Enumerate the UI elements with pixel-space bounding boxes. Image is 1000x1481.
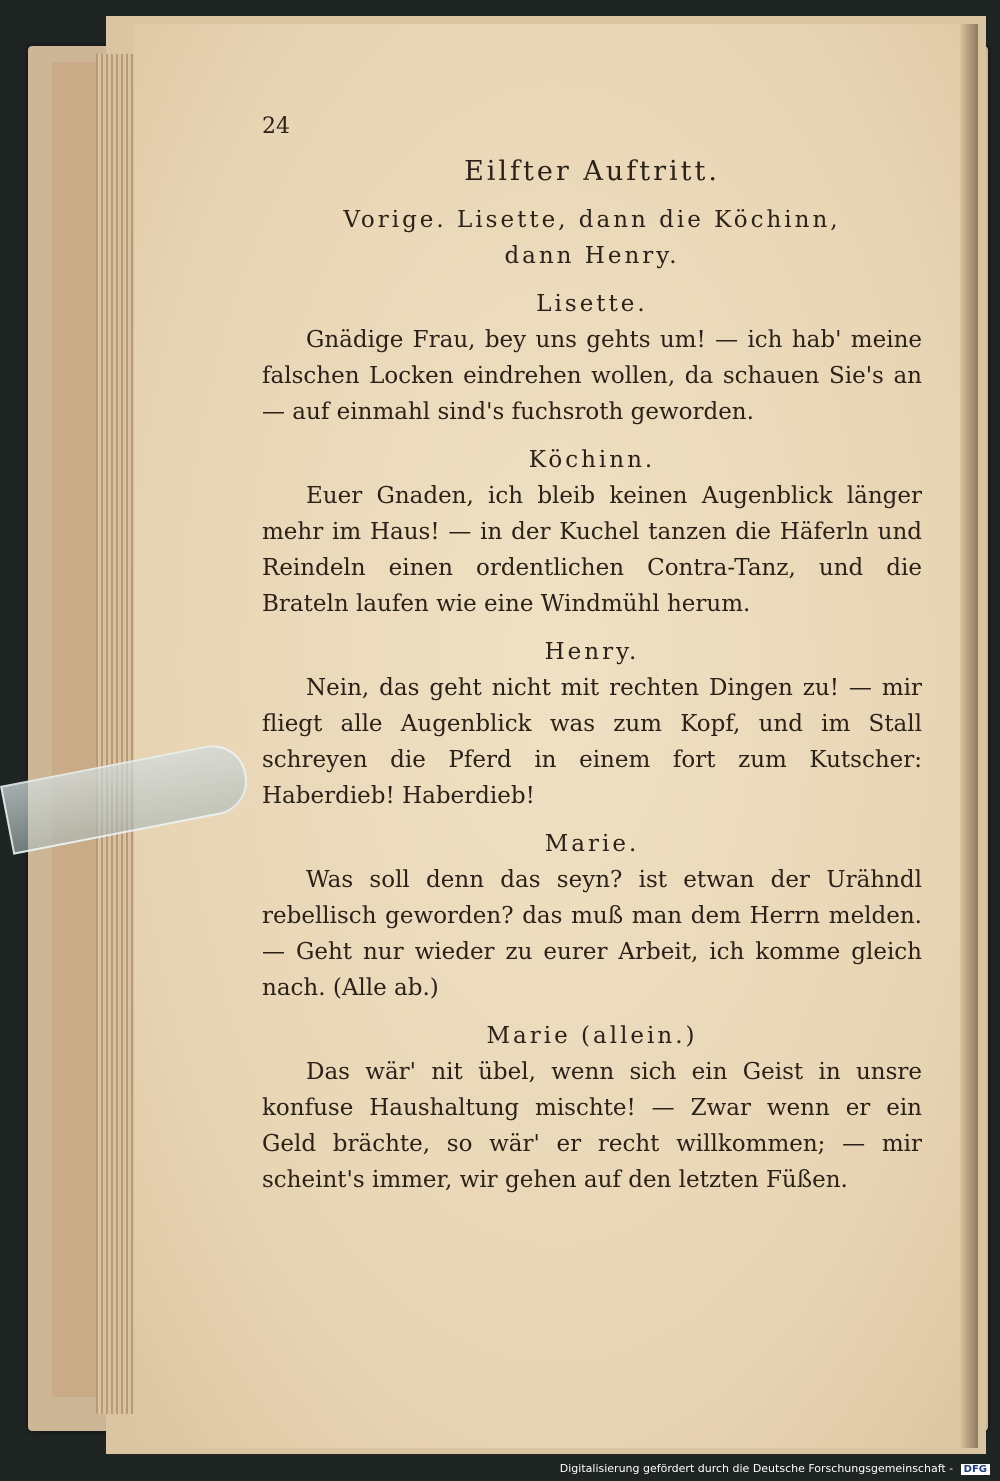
speaker-name: Marie (allein.) (486, 1023, 698, 1049)
dfg-logo: DFG (961, 1464, 990, 1475)
speech-text: Was soll denn das seyn? ist etwan der Urähndl rebellisch geworden? das muß man dem Herrn melden. — Geht nur wieder zu eurer Arbeit, ich komme gleich nach. (Alle ab.) (262, 867, 922, 1001)
speech-text: Gnädige Frau, bey uns gehts um! — ich hab' meine falschen Locken eindrehen wollen, da schauen Sie's an — auf einmahl sind's fuchsroth geworden. (262, 327, 922, 425)
speaker-name: Marie. (544, 831, 640, 857)
speech-text: Euer Gnaden, ich bleib keinen Augenblick länger mehr im Haus! — in der Kuchel tanzen die Häferln und Reindeln einen ordentlichen Contra-Tanz, und die Brateln laufen wie eine Windmühl herum. (262, 483, 922, 617)
speaker-name: Henry. (544, 639, 640, 665)
cast-line-2: dann Henry. (504, 243, 680, 269)
speech-text: Nein, das geht nicht mit rechten Dingen zu! — mir fliegt alle Augenblick was zum Kopf, und im Stall schreyen die Pferd in einem fort zum Kutscher: Haberdieb! Haberdieb! (262, 675, 922, 809)
page-gutter (960, 24, 978, 1448)
cast-line-1: Vorige. Lisette, dann die Köchinn, (343, 207, 841, 233)
speech-text: Das wär' nit übel, wenn sich ein Geist in unsre konfuse Haushaltung mischte! — Zwar wenn er ein Geld brächte, so wär' er recht willkommen; — mir scheint's immer, wir gehen auf den letzten Füßen. (262, 1059, 922, 1193)
speaker-name: Köchinn. (528, 447, 656, 473)
scene-title: Eilfter Auftritt. (464, 156, 720, 187)
credit-text: Digitalisierung gefördert durch die Deutsche Forschungsgemeinschaft - (559, 1462, 954, 1475)
speaker-name: Lisette. (536, 291, 648, 317)
page-number: 24 (262, 114, 290, 139)
page-text (262, 110, 922, 1198)
digitization-credit (560, 1462, 990, 1475)
